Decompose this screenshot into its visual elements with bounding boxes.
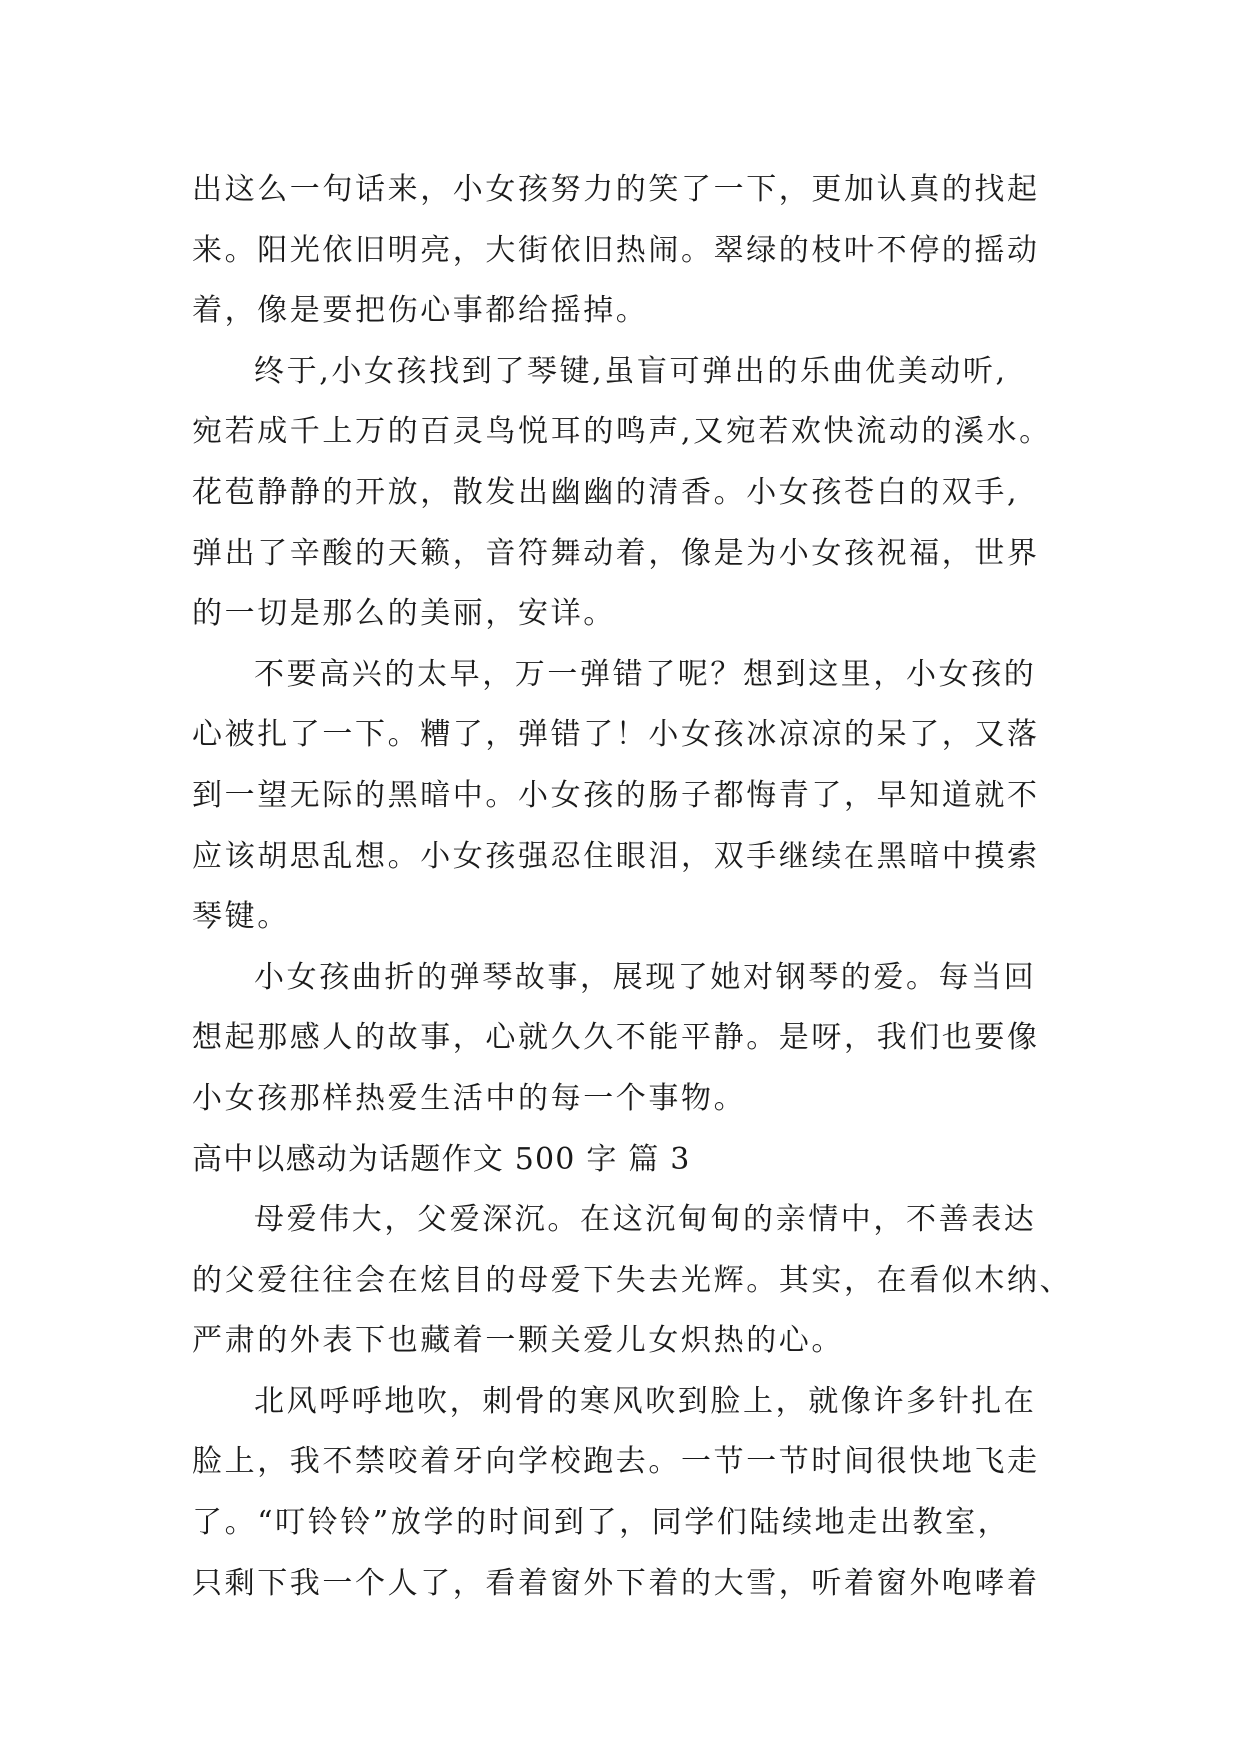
- document-page: [192, 160, 1072, 1614]
- text-line: 的父爱往往会在炫目的母爱下失去光辉。其实，在看似木纳、: [192, 1262, 1073, 1298]
- text-line: 严肃的外表下也藏着一颗关爱儿女炽热的心。: [192, 1323, 844, 1359]
- paragraph-found-keys: [192, 342, 1072, 645]
- text-line: 心被扎了一下。糟了，弹错了！小女孩冰凉凉的呆了，又落: [192, 717, 1040, 753]
- paragraph-wrong-note: [192, 645, 1072, 948]
- text-line: 着，像是要把伤心事都给摇掉。: [192, 293, 649, 329]
- text-line: 来。阳光依旧明亮，大街依旧热闹。翠绿的枝叶不停的摇动: [192, 232, 1040, 268]
- text-line: 花苞静静的开放，散发出幽幽的清香。小女孩苍白的双手,: [192, 474, 1020, 510]
- paragraph-north-wind: [192, 1372, 1072, 1614]
- section-heading: [192, 1130, 1072, 1191]
- heading-text: 高中以感动为话题作文 500 字 篇 3: [192, 1141, 691, 1177]
- text-line: 小女孩曲折的弹琴故事，展现了她对钢琴的爱。每当回: [254, 959, 1037, 995]
- text-line: 北风呼呼地吹，刺骨的寒风吹到脸上，就像许多针扎在: [254, 1383, 1037, 1419]
- text-line: 宛若成千上万的百灵鸟悦耳的鸣声,又宛若欢快流动的溪水。: [192, 414, 1052, 450]
- text-line: 想起那感人的故事，心就久久不能平静。是呀，我们也要像: [192, 1020, 1040, 1056]
- text-line: 了。“叮铃铃”放学的时间到了，同学们陆续地走出教室，: [192, 1505, 1011, 1541]
- text-line: 小女孩那样热爱生活中的每一个事物。: [192, 1080, 747, 1116]
- text-line: 出这么一句话来，小女孩努力的笑了一下，更加认真的找起: [192, 172, 1040, 207]
- text-line: 弹出了辛酸的天籁，音符舞动着，像是为小女孩祝福，世界: [192, 535, 1040, 571]
- text-line: 的一切是那么的美丽，安详。: [192, 596, 616, 632]
- paragraph-continuation: [192, 160, 1072, 342]
- text-line: 到一望无际的黑暗中。小女孩的肠子都悔青了，早知道就不: [192, 777, 1040, 813]
- text-line: 母爱伟大，父爱深沉。在这沉甸甸的亲情中，不善表达: [254, 1202, 1037, 1238]
- text-line: 脸上，我不禁咬着牙向学校跑去。一节一节时间很快地飞走: [192, 1444, 1040, 1480]
- paragraph-conclusion: [192, 948, 1072, 1130]
- text-line: 不要高兴的太早，万一弹错了呢？想到这里，小女孩的: [254, 656, 1037, 692]
- text-line: 终于,小女孩找到了琴键,虽盲可弹出的乐曲优美动听,: [254, 353, 1008, 389]
- paragraph-fathers-love: [192, 1190, 1072, 1372]
- text-line: 琴键。: [192, 899, 290, 935]
- text-line: 只剩下我一个人了，看着窗外下着的大雪，听着窗外咆哮着: [192, 1565, 1040, 1601]
- text-line: 应该胡思乱想。小女孩强忍住眼泪，双手继续在黑暗中摸索: [192, 838, 1040, 874]
